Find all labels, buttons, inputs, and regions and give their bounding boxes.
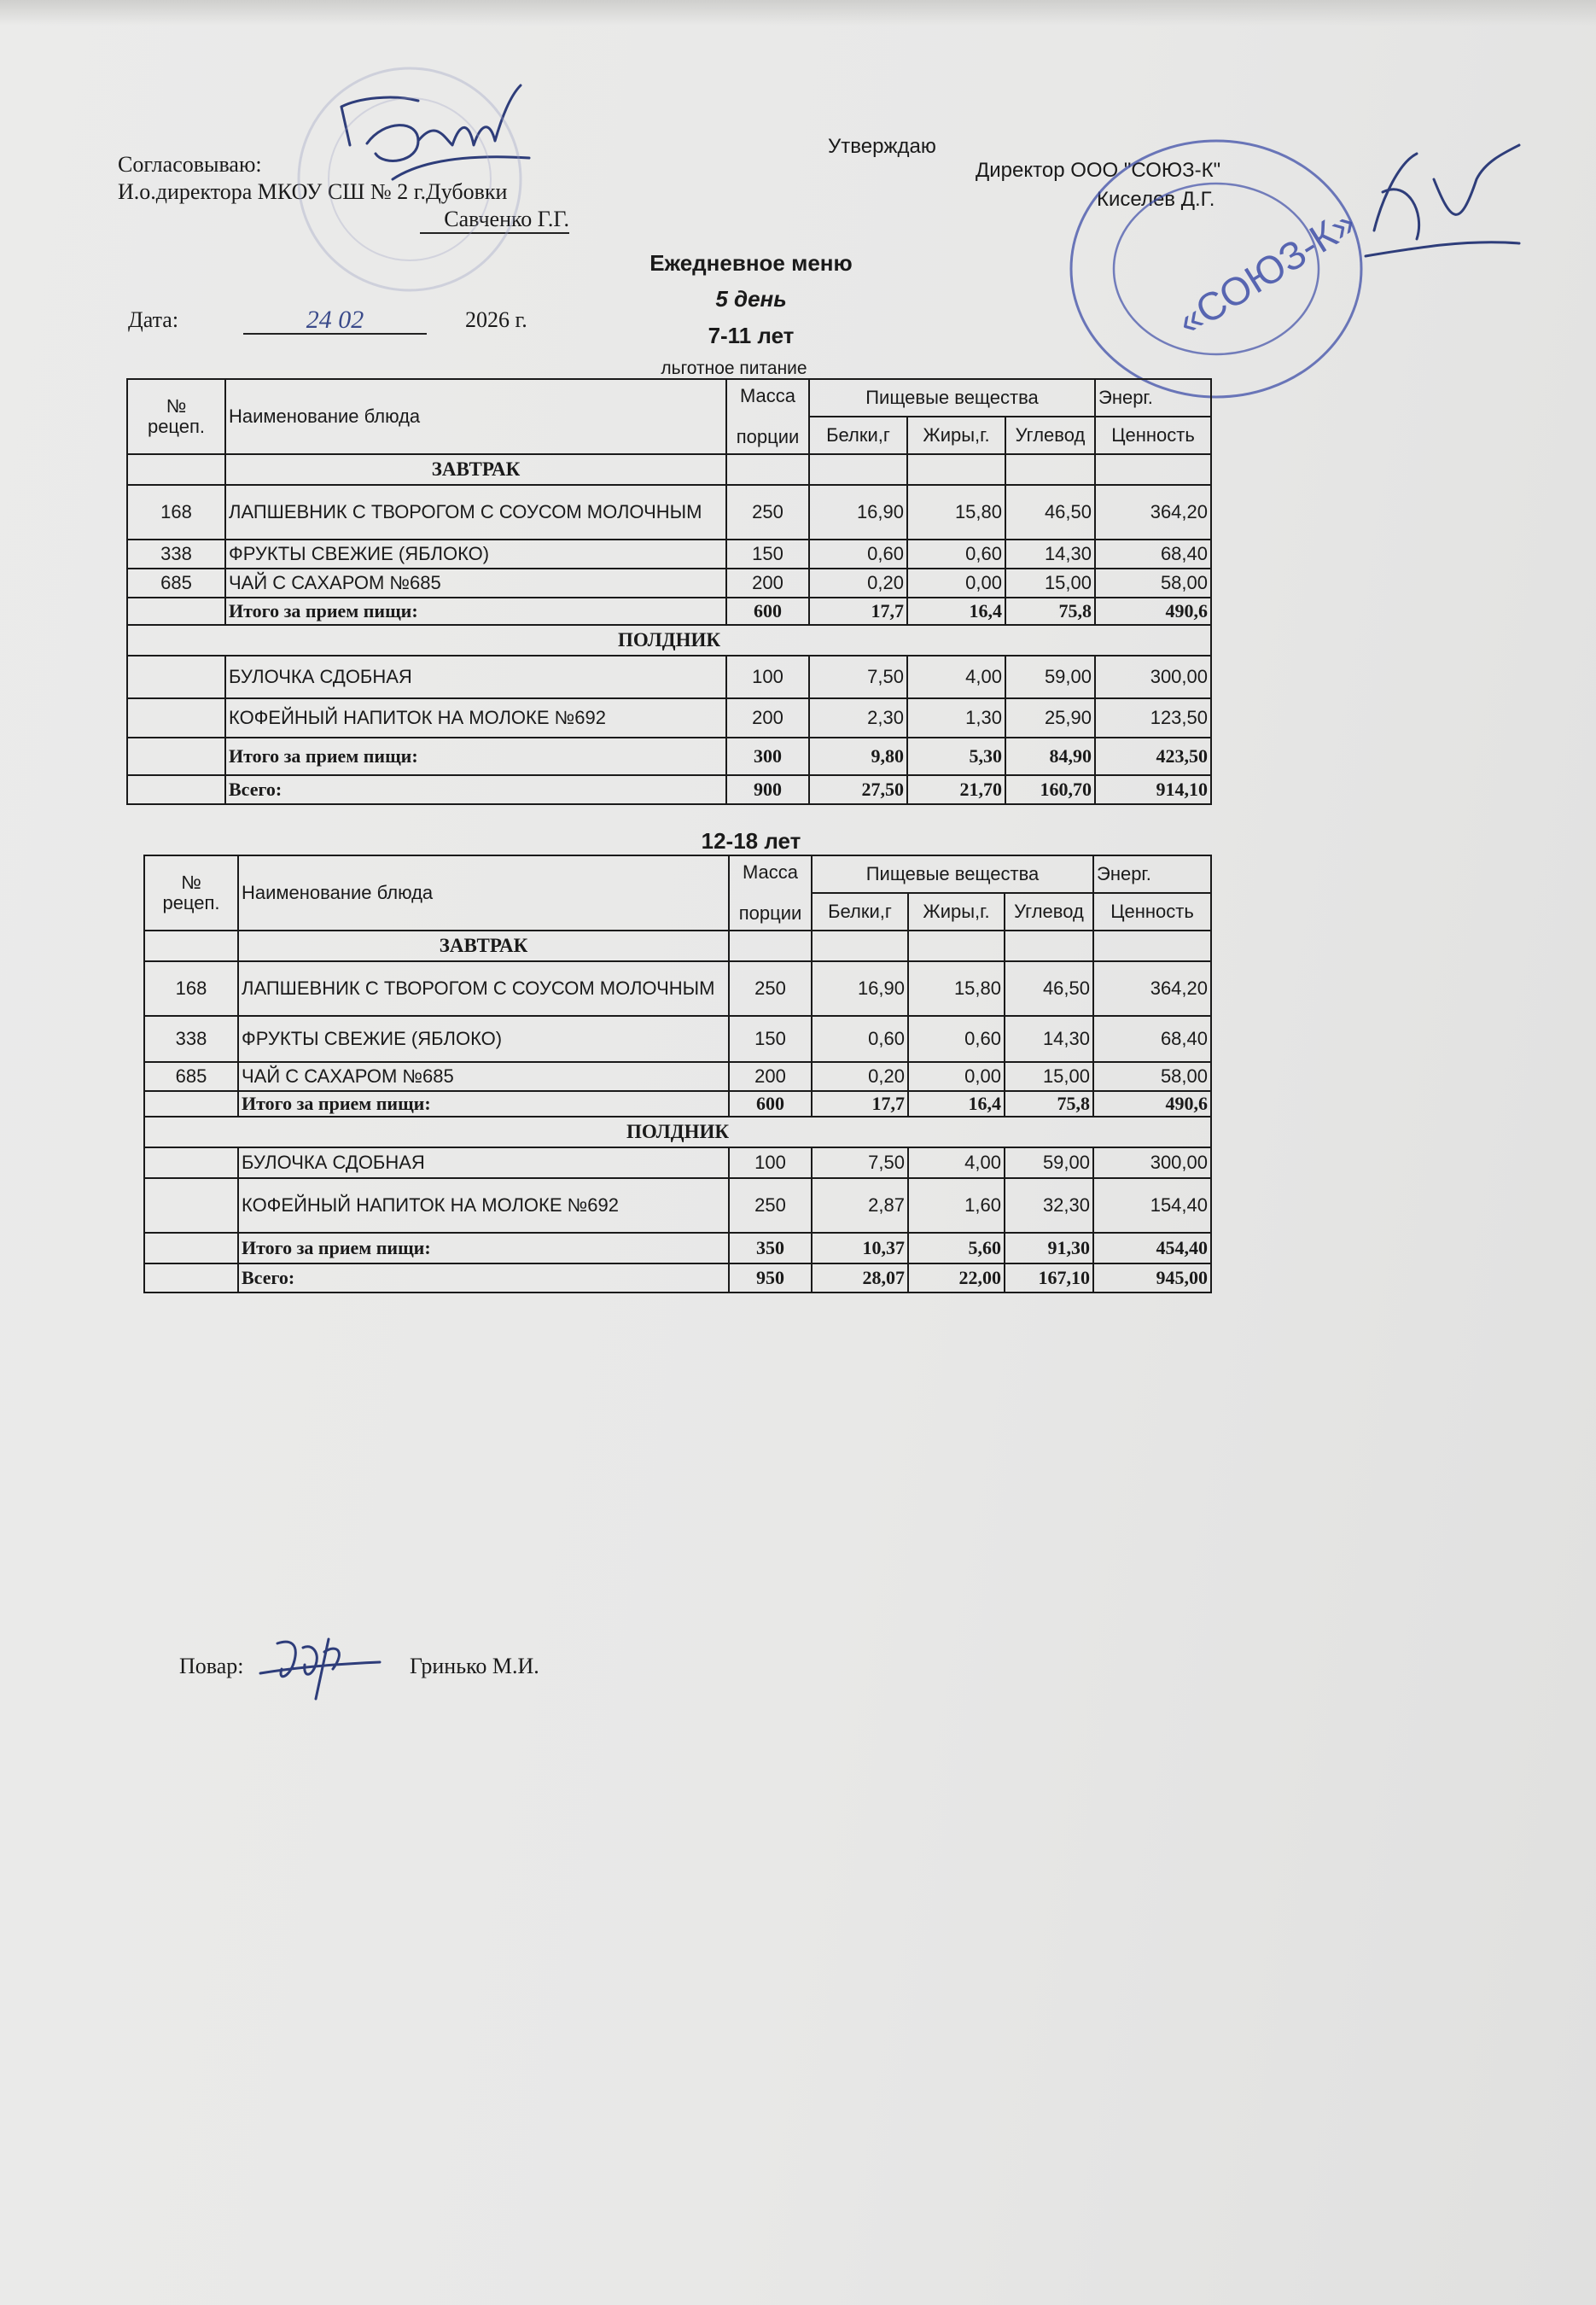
seal-soyuz-k-text: «СОЮЗ-К» <box>1168 200 1364 344</box>
table-row: БУЛОЧКА СДОБНАЯ 100 7,50 4,00 59,00 300,00 <box>144 1147 1211 1178</box>
section-breakfast: ЗАВТРАК <box>238 931 729 961</box>
col-dish-name: Наименование блюда <box>225 379 726 454</box>
signature-cook-icon <box>252 1626 388 1707</box>
col-protein: Белки,г <box>812 893 908 931</box>
date-value: 24 02 <box>243 306 427 335</box>
age-group-1-title: 7-11 лет <box>708 323 795 348</box>
grand-total-row: Всего: 900 27,50 21,70 160,70 914,10 <box>127 775 1211 804</box>
col-carbs: Углевод <box>1005 893 1093 931</box>
agreed-label: Согласовываю: <box>118 152 262 177</box>
col-nutrients: Пищевые вещества <box>809 379 1095 417</box>
col-energy-value: Ценность <box>1095 417 1211 454</box>
col-protein: Белки,г <box>809 417 907 454</box>
table-row: КОФЕЙНЫЙ НАПИТОК НА МОЛОКЕ №692 250 2,87 1,60 32,30 154,40 <box>144 1178 1211 1233</box>
total-row: Итого за прием пищи: 300 9,80 5,30 84,90 423,50 <box>127 738 1211 775</box>
benefit-label: льготное питание <box>661 359 807 378</box>
table-row: 338 ФРУКТЫ СВЕЖИЕ (ЯБЛОКО) 150 0,60 0,60 14,30 68,40 <box>144 1016 1211 1062</box>
menu-day: 5 день <box>715 286 787 312</box>
col-recipe-no: № рецеп. <box>144 855 238 931</box>
approve-position: Директор ООО "СОЮЗ-К" <box>976 159 1221 182</box>
table-row: КОФЕЙНЫЙ НАПИТОК НА МОЛОКЕ №692 200 2,30 1,30 25,90 123,50 <box>127 698 1211 738</box>
col-nutrients: Пищевые вещества <box>812 855 1093 893</box>
col-portion-mass: Масса порции <box>729 855 812 931</box>
total-row: Итого за прием пищи: 600 17,7 16,4 75,8 490,6 <box>127 598 1211 625</box>
page-edge-shadow <box>0 0 1596 26</box>
col-dish-name: Наименование блюда <box>238 855 729 931</box>
approve-label: Утверждаю <box>828 135 936 158</box>
menu-table-12-18 <box>143 855 1212 1293</box>
age-group-2-title: 12-18 лет <box>701 828 801 854</box>
table-row: 168 ЛАПШЕВНИК С ТВОРОГОМ С СОУСОМ МОЛОЧНЫМ 250 16,90 15,80 46,50 364,20 <box>144 961 1211 1016</box>
agreed-name: Савченко Г.Г. <box>420 207 569 234</box>
total-row: Итого за прием пищи: 600 17,7 16,4 75,8 490,6 <box>144 1091 1211 1117</box>
col-portion-mass: Масса порции <box>726 379 809 454</box>
table-row: 338 ФРУКТЫ СВЕЖИЕ (ЯБЛОКО) 150 0,60 0,60 14,30 68,40 <box>127 540 1211 569</box>
col-carbs: Углевод <box>1005 417 1095 454</box>
table-row: 168 ЛАПШЕВНИК С ТВОРОГОМ С СОУСОМ МОЛОЧНЫМ 250 16,90 15,80 46,50 364,20 <box>127 485 1211 540</box>
menu-title: Ежедневное меню <box>649 250 853 276</box>
table-row: 685 ЧАЙ С САХАРОМ №685 200 0,20 0,00 15,00 58,00 <box>144 1062 1211 1091</box>
col-energy: Энерг. <box>1095 379 1211 417</box>
approve-name: Киселев Д.Г. <box>1097 188 1215 211</box>
cook-label: Повар: <box>179 1654 244 1678</box>
col-energy-value: Ценность <box>1093 893 1211 931</box>
date-year: 2026 г. <box>465 307 527 332</box>
cook-name: Гринько М.И. <box>410 1654 539 1678</box>
table-row: БУЛОЧКА СДОБНАЯ 100 7,50 4,00 59,00 300,00 <box>127 656 1211 698</box>
section-breakfast: ЗАВТРАК <box>225 454 726 485</box>
col-recipe-no: № рецеп. <box>127 379 225 454</box>
section-snack: ПОЛДНИК <box>144 1117 1211 1147</box>
total-row: Итого за прием пищи: 350 10,37 5,60 91,30 454,40 <box>144 1233 1211 1263</box>
section-snack: ПОЛДНИК <box>127 625 1211 656</box>
grand-total-row: Всего: 950 28,07 22,00 167,10 945,00 <box>144 1263 1211 1293</box>
table-row: 685 ЧАЙ С САХАРОМ №685 200 0,20 0,00 15,00 58,00 <box>127 569 1211 598</box>
col-fat: Жиры,г. <box>907 417 1005 454</box>
agreed-position: И.о.директора МКОУ СШ № 2 г.Дубовки <box>118 179 508 204</box>
col-fat: Жиры,г. <box>908 893 1005 931</box>
col-energy: Энерг. <box>1093 855 1211 893</box>
date-label: Дата: <box>128 307 179 332</box>
menu-table-7-11 <box>126 378 1212 805</box>
